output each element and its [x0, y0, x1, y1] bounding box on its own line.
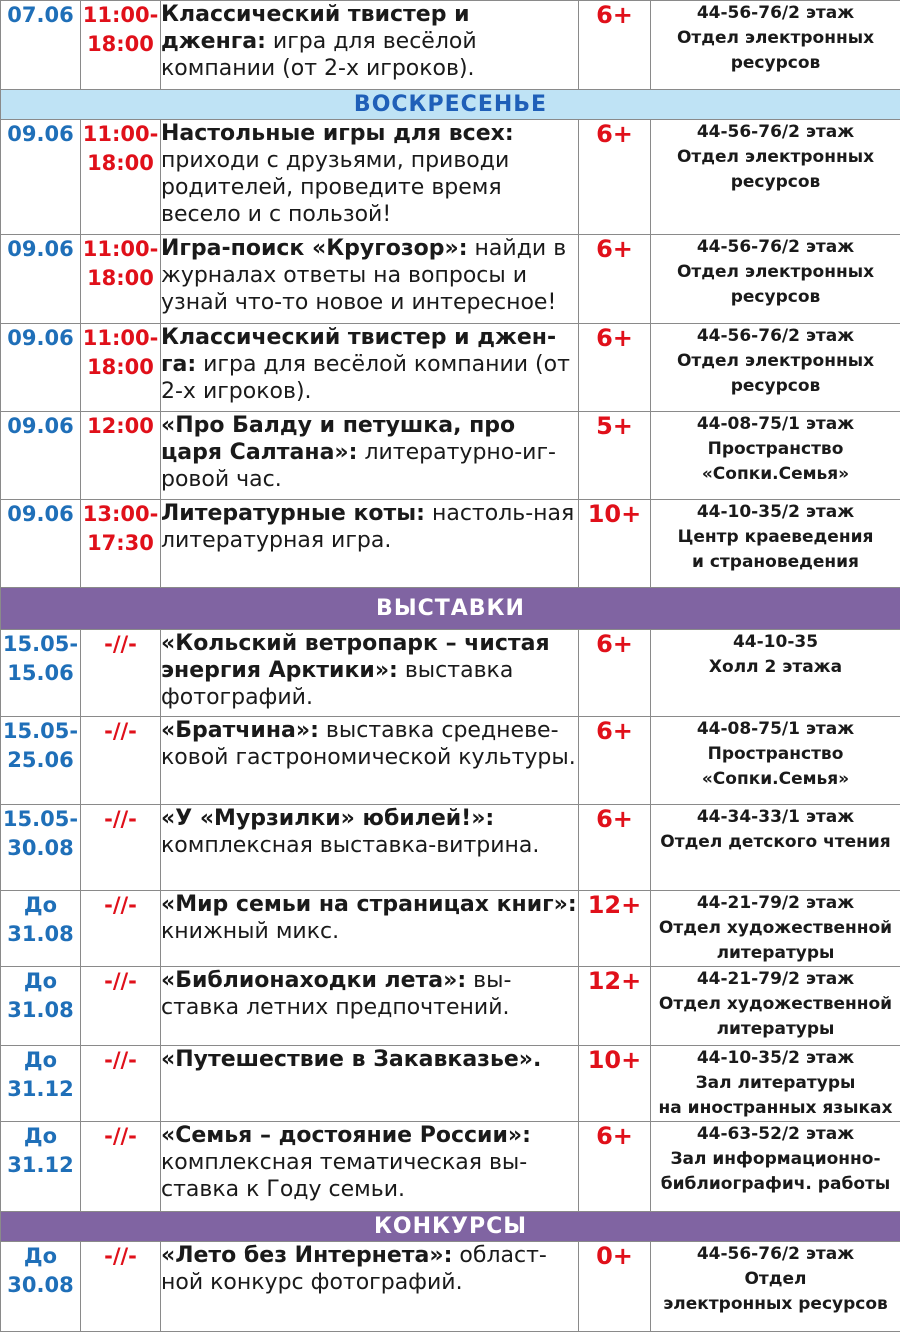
- event-row: [1, 412, 900, 500]
- event-text: книжный микс.: [161, 919, 339, 944]
- event-row: [1, 717, 900, 805]
- age-rating: 0+: [579, 1242, 651, 1332]
- event-date: 09.06: [1, 412, 81, 500]
- event-time: -//-: [81, 1242, 161, 1332]
- event-description: [161, 235, 579, 324]
- location-line: 44-56-76/2 этаж: [651, 1242, 900, 1267]
- event-title: «Мир семьи на страницах книг»:: [161, 892, 577, 917]
- event-description: [161, 891, 579, 967]
- section-header: КОНКУРСЫ: [1, 1212, 900, 1242]
- location-line: 44-21-79/2 этаж: [651, 891, 900, 916]
- event-location: [651, 630, 900, 717]
- event-description: [161, 630, 579, 717]
- event-row: [1, 805, 900, 891]
- location-line: 44-63-52/2 этаж: [651, 1122, 900, 1147]
- age-rating: 6+: [579, 324, 651, 412]
- event-row: [1, 500, 900, 588]
- age-rating: 10+: [579, 1046, 651, 1122]
- age-rating: 6+: [579, 717, 651, 805]
- event-row: [1, 891, 900, 967]
- event-location: [651, 324, 900, 412]
- event-row: [1, 120, 900, 235]
- event-row: [1, 1, 900, 90]
- location-line: Зал литературы: [651, 1071, 900, 1096]
- event-description: [161, 1046, 579, 1122]
- location-line: литературы: [651, 941, 900, 966]
- event-row: [1, 967, 900, 1046]
- event-title: Классический твистер и дженга:: [161, 2, 470, 54]
- event-date: 09.06: [1, 324, 81, 412]
- location-line: 44-56-76/2 этаж: [651, 1, 900, 26]
- event-time: -//-: [81, 717, 161, 805]
- event-text: област-ной конкурс фотографий.: [161, 1243, 547, 1295]
- event-row: [1, 324, 900, 412]
- event-text: комплексная выставка-витрина.: [161, 833, 539, 858]
- event-time: -//-: [81, 891, 161, 967]
- event-time: -//-: [81, 805, 161, 891]
- location-line: 44-08-75/1 этаж: [651, 412, 900, 437]
- event-description: [161, 805, 579, 891]
- age-rating: 5+: [579, 412, 651, 500]
- event-time: 11:00-18:00: [81, 120, 161, 235]
- age-rating: 6+: [579, 235, 651, 324]
- location-line: ресурсов: [651, 51, 900, 76]
- event-description: [161, 120, 579, 235]
- event-description: [161, 500, 579, 588]
- event-description: [161, 1, 579, 90]
- event-time: 11:00-18:00: [81, 1, 161, 90]
- location-line: Холл 2 этажа: [651, 655, 900, 680]
- event-date: До 30.08: [1, 1242, 81, 1332]
- event-description: [161, 1122, 579, 1212]
- location-line: Пространство: [651, 437, 900, 462]
- event-time: -//-: [81, 967, 161, 1046]
- event-title: «Про Балду и петушка, про царя Салтана»:: [161, 413, 515, 465]
- event-text: выставка фотографий.: [161, 658, 513, 710]
- event-row: [1, 1046, 900, 1122]
- event-time: 13:00-17:30: [81, 500, 161, 588]
- location-line: Отдел: [651, 1267, 900, 1292]
- location-line: 44-10-35: [651, 630, 900, 655]
- event-title: «Путешествие в Закавказье».: [161, 1047, 541, 1072]
- location-line: ресурсов: [651, 170, 900, 195]
- event-location: [651, 1, 900, 90]
- location-line: «Сопки.Семья»: [651, 767, 900, 792]
- event-title: Настольные игры для всех:: [161, 121, 514, 146]
- section-header-row: [1, 1212, 900, 1242]
- event-title: Игра-поиск «Кругозор»:: [161, 236, 468, 261]
- location-line: 44-10-35/2 этаж: [651, 1046, 900, 1071]
- event-description: [161, 324, 579, 412]
- event-date: 07.06: [1, 1, 81, 90]
- event-date: 09.06: [1, 500, 81, 588]
- location-line: 44-34-33/1 этаж: [651, 805, 900, 830]
- location-line: Отдел электронных: [651, 349, 900, 374]
- event-description: [161, 967, 579, 1046]
- event-text: литературно-иг-ровой час.: [161, 440, 556, 492]
- event-description: [161, 717, 579, 805]
- event-location: [651, 717, 900, 805]
- event-location: [651, 1242, 900, 1332]
- age-rating: 6+: [579, 1, 651, 90]
- event-row: [1, 235, 900, 324]
- event-time: 11:00-18:00: [81, 235, 161, 324]
- section-header-row: [1, 588, 900, 630]
- event-date: 09.06: [1, 120, 81, 235]
- event-location: [651, 967, 900, 1046]
- event-date: 15.05-30.08: [1, 805, 81, 891]
- location-line: и страноведения: [651, 550, 900, 575]
- location-line: электронных ресурсов: [651, 1292, 900, 1317]
- event-description: [161, 1242, 579, 1332]
- event-row: [1, 1122, 900, 1212]
- event-text: вы-ставка летних предпочтений.: [161, 968, 511, 1020]
- event-location: [651, 1046, 900, 1122]
- event-time: -//-: [81, 1046, 161, 1122]
- location-line: 44-56-76/2 этаж: [651, 120, 900, 145]
- event-time: 11:00-18:00: [81, 324, 161, 412]
- event-date: До 31.08: [1, 967, 81, 1046]
- event-text: игра для весёлой компании (от 2-х игроков).: [161, 29, 477, 81]
- age-rating: 10+: [579, 500, 651, 588]
- location-line: 44-21-79/2 этаж: [651, 967, 900, 992]
- event-title: «Библионаходки лета»:: [161, 968, 466, 993]
- event-title: Классический твистер и джен-га:: [161, 325, 556, 377]
- event-location: [651, 891, 900, 967]
- event-location: [651, 120, 900, 235]
- location-line: библиографич. работы: [651, 1172, 900, 1197]
- event-text: комплексная тематическая вы-ставка к Году семьи.: [161, 1150, 527, 1202]
- location-line: Центр краеведения: [651, 525, 900, 550]
- location-line: Отдел художественной: [651, 916, 900, 941]
- event-time: 12:00: [81, 412, 161, 500]
- location-line: Отдел электронных: [651, 145, 900, 170]
- section-header-row: [1, 90, 900, 120]
- event-text: найди в журналах ответы на вопросы и узнай что-то новое и интересное!: [161, 236, 566, 315]
- location-line: Отдел художественной: [651, 992, 900, 1017]
- event-location: [651, 1122, 900, 1212]
- event-text: настоль-ная литературная игра.: [161, 501, 574, 553]
- event-date: 15.05-25.06: [1, 717, 81, 805]
- event-location: [651, 235, 900, 324]
- event-title: «Кольский ветропарк – чистая энергия Арктики»:: [161, 631, 550, 683]
- section-header: ВЫСТАВКИ: [1, 588, 900, 630]
- section-header: ВОСКРЕСЕНЬЕ: [1, 90, 900, 120]
- event-title: «Семья – достояние России»:: [161, 1123, 531, 1148]
- event-time: -//-: [81, 1122, 161, 1212]
- location-line: Отдел электронных: [651, 26, 900, 51]
- location-line: 44-56-76/2 этаж: [651, 324, 900, 349]
- event-time: -//-: [81, 630, 161, 717]
- age-rating: 6+: [579, 120, 651, 235]
- event-location: [651, 500, 900, 588]
- age-rating: 12+: [579, 891, 651, 967]
- event-date: До 31.12: [1, 1122, 81, 1212]
- event-text: приходи с друзьями, приводи родителей, проведите время весело и с пользой!: [161, 148, 509, 227]
- location-line: 44-08-75/1 этаж: [651, 717, 900, 742]
- location-line: ресурсов: [651, 374, 900, 399]
- event-date: До 31.08: [1, 891, 81, 967]
- event-text: выставка средневе-ковой гастрономической культуры.: [161, 718, 576, 770]
- event-row: [1, 1242, 900, 1332]
- age-rating: 6+: [579, 805, 651, 891]
- location-line: литературы: [651, 1017, 900, 1042]
- event-text: игра для весёлой компании (от 2-х игроков).: [161, 352, 570, 404]
- event-row: [1, 630, 900, 717]
- location-line: ресурсов: [651, 285, 900, 310]
- event-date: 15.05-15.06: [1, 630, 81, 717]
- location-line: Зал информационно-: [651, 1147, 900, 1172]
- location-line: 44-56-76/2 этаж: [651, 235, 900, 260]
- event-title: Литературные коты:: [161, 501, 425, 526]
- event-title: «Братчина»:: [161, 718, 319, 743]
- age-rating: 6+: [579, 630, 651, 717]
- event-description: [161, 412, 579, 500]
- age-rating: 12+: [579, 967, 651, 1046]
- location-line: на иностранных языках: [651, 1096, 900, 1121]
- event-location: [651, 412, 900, 500]
- location-line: Отдел детского чтения: [651, 830, 900, 855]
- event-title: «Лето без Интернета»:: [161, 1243, 452, 1268]
- age-rating: 6+: [579, 1122, 651, 1212]
- event-title: «У «Мурзилки» юбилей!»:: [161, 806, 494, 831]
- event-date: 09.06: [1, 235, 81, 324]
- event-location: [651, 805, 900, 891]
- location-line: «Сопки.Семья»: [651, 462, 900, 487]
- location-line: 44-10-35/2 этаж: [651, 500, 900, 525]
- location-line: Пространство: [651, 742, 900, 767]
- event-date: До 31.12: [1, 1046, 81, 1122]
- location-line: Отдел электронных: [651, 260, 900, 285]
